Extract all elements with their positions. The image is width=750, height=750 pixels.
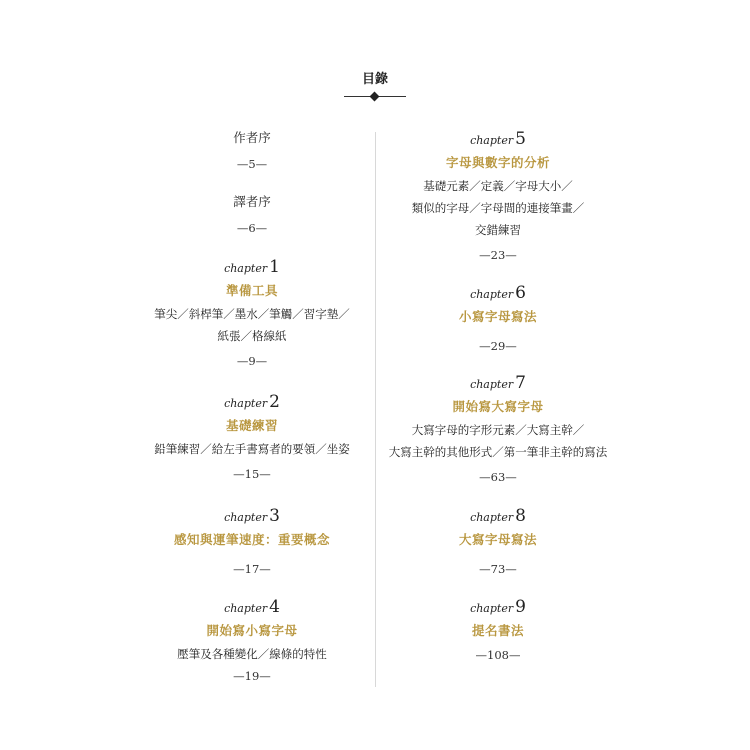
chapter-description: 基礎元素／定義／字母大小／ xyxy=(423,179,573,193)
chapter-number: 1 xyxy=(269,257,280,277)
chapter-number: 7 xyxy=(515,373,526,393)
page-number: —108— xyxy=(475,648,521,662)
chapter-number: 8 xyxy=(515,506,526,526)
chapter-title: 提名書法 xyxy=(471,623,524,638)
preface-title: 作者序 xyxy=(233,130,271,145)
chapter-word: chapter xyxy=(470,134,514,147)
page-number: —73— xyxy=(479,562,517,576)
chapter-label xyxy=(333,598,663,618)
page-number: —23— xyxy=(479,248,517,262)
page-number: —29— xyxy=(479,339,517,353)
toc-title: 目錄 xyxy=(361,72,388,87)
chapter-word: chapter xyxy=(470,378,514,391)
toc-entry-chapter-5[interactable] xyxy=(333,130,663,263)
chapter-title: 小寫字母寫法 xyxy=(458,309,537,324)
chapter-title: 開始寫小寫字母 xyxy=(206,623,298,638)
chapter-label xyxy=(333,374,663,394)
page-number: —9— xyxy=(236,354,268,368)
chapter-description: 壓筆及各種變化／線條的特性 xyxy=(177,647,327,661)
preface-title: 譯者序 xyxy=(233,194,271,209)
chapter-title: 字母與數字的分析 xyxy=(445,155,550,170)
chapter-word: chapter xyxy=(224,262,268,275)
chapter-number: 4 xyxy=(269,597,280,617)
toc-entry-chapter-6[interactable] xyxy=(333,284,663,354)
chapter-number: 3 xyxy=(269,506,280,526)
chapter-description: 鉛筆練習／給左手書寫者的要領／坐姿 xyxy=(154,442,350,456)
chapter-word: chapter xyxy=(224,511,268,524)
chapter-description: 筆尖／斜桿筆／墨水／筆觸／習字墊／ xyxy=(154,307,350,321)
chapter-description: 大寫主幹的其他形式／第一筆非主幹的寫法 xyxy=(388,445,608,459)
chapter-description: 紙張／格線紙 xyxy=(217,329,287,343)
chapter-description: 交錯練習 xyxy=(475,223,521,237)
chapter-title: 基礎練習 xyxy=(225,418,278,433)
chapter-word: chapter xyxy=(224,602,268,615)
chapter-label xyxy=(333,507,663,527)
page-number: —17— xyxy=(233,562,271,576)
page-number: —15— xyxy=(233,467,271,481)
chapter-description: 大寫字母的字形元素／大寫主幹／ xyxy=(411,423,585,437)
chapter-label xyxy=(333,284,663,304)
chapter-word: chapter xyxy=(470,288,514,301)
chapter-label xyxy=(333,130,663,150)
page-number: —6— xyxy=(236,221,268,235)
toc-entry-chapter-8[interactable] xyxy=(333,507,663,577)
chapter-number: 2 xyxy=(269,392,280,412)
chapter-word: chapter xyxy=(470,511,514,524)
chapter-number: 9 xyxy=(515,597,526,617)
toc-entry-chapter-7[interactable] xyxy=(333,374,663,485)
page-number: —19— xyxy=(233,669,271,683)
chapter-description: 類似的字母／字母間的連接筆畫／ xyxy=(411,201,585,215)
toc-right-column xyxy=(333,0,663,750)
chapter-number: 6 xyxy=(515,283,526,303)
chapter-title: 準備工具 xyxy=(225,283,278,298)
chapter-word: chapter xyxy=(224,397,268,410)
chapter-title: 感知與運筆速度：重要概念 xyxy=(173,532,330,547)
chapter-number: 5 xyxy=(515,129,526,149)
chapter-word: chapter xyxy=(470,602,514,615)
chapter-title: 大寫字母寫法 xyxy=(458,532,537,547)
page-number: —63— xyxy=(479,470,517,484)
chapter-title: 開始寫大寫字母 xyxy=(452,399,544,414)
page-number: —5— xyxy=(236,157,268,171)
toc-entry-chapter-9[interactable] xyxy=(333,598,663,663)
